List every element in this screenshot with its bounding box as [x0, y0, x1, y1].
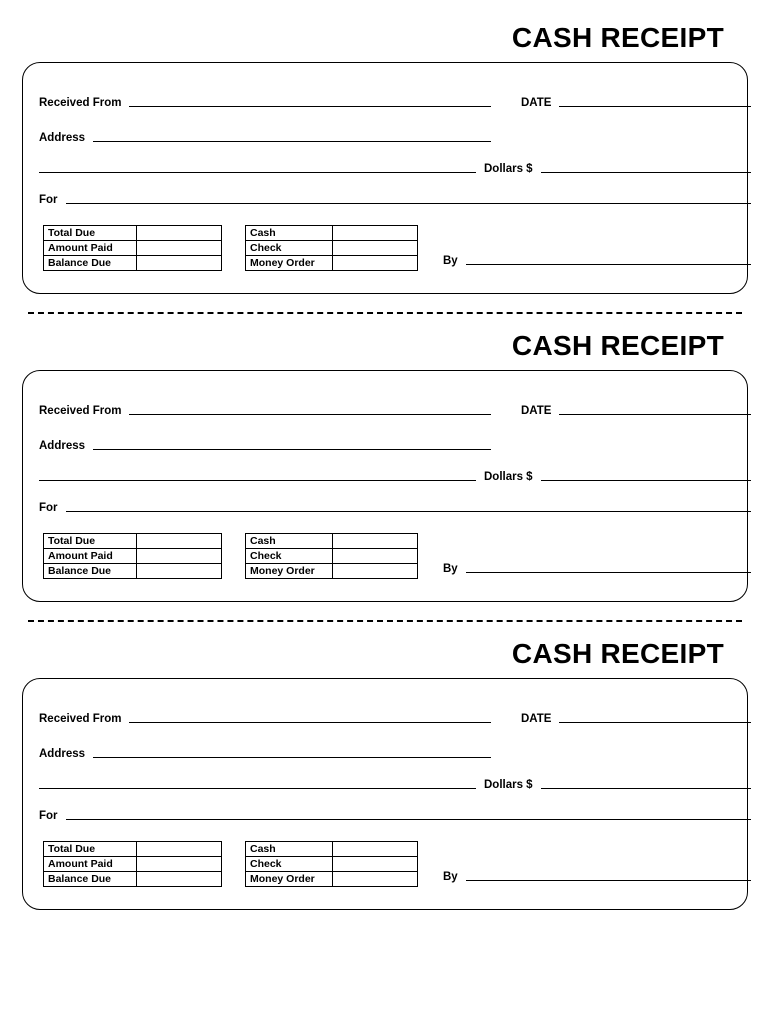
received-from-row [39, 713, 491, 725]
for-label: For [39, 194, 58, 206]
date-input[interactable] [559, 105, 751, 107]
received-from-label: Received From [39, 97, 122, 109]
received-from-label: Received From [39, 405, 122, 417]
table-row [246, 872, 418, 887]
balance-due-value[interactable] [137, 256, 222, 271]
address-label: Address [39, 440, 86, 452]
balance-due-label: Balance Due [44, 564, 137, 579]
dollars-row [39, 471, 751, 483]
address-label: Address [39, 748, 86, 760]
for-input[interactable] [66, 202, 751, 204]
money-order-label: Money Order [246, 872, 333, 887]
cash-label: Cash [246, 842, 333, 857]
page-title: CASH RECEIPT [511, 330, 724, 361]
by-label: By [443, 255, 458, 267]
address-row [39, 748, 491, 760]
money-order-value[interactable] [333, 256, 418, 271]
table-row [246, 842, 418, 857]
table-row [44, 842, 222, 857]
received-from-row [39, 405, 491, 417]
total-due-label: Total Due [44, 226, 137, 241]
amount-paid-label: Amount Paid [44, 549, 137, 564]
cash-receipt-2 [22, 330, 748, 602]
received-from-input[interactable] [129, 105, 491, 107]
cash-receipt-3 [22, 638, 748, 910]
money-order-value[interactable] [333, 564, 418, 579]
table-row [44, 564, 222, 579]
address-input[interactable] [93, 756, 491, 758]
money-order-value[interactable] [333, 872, 418, 887]
dollars-row [39, 779, 751, 791]
total-due-label: Total Due [44, 842, 137, 857]
dollars-label: Dollars $ [484, 779, 533, 791]
dollars-label: Dollars $ [484, 163, 533, 175]
by-row [443, 563, 751, 575]
page-title: CASH RECEIPT [511, 22, 724, 53]
check-value[interactable] [333, 241, 418, 256]
by-input[interactable] [466, 571, 751, 573]
date-label: DATE [521, 713, 552, 725]
payment-method-table [245, 225, 418, 271]
address-input[interactable] [93, 448, 491, 450]
table-row [44, 241, 222, 256]
date-row [521, 405, 751, 417]
total-due-value[interactable] [137, 226, 222, 241]
check-value[interactable] [333, 857, 418, 872]
receipt-card [22, 370, 748, 602]
received-from-row [39, 97, 491, 109]
received-from-input[interactable] [129, 413, 491, 415]
check-label: Check [246, 241, 333, 256]
dollars-input[interactable] [541, 787, 751, 789]
total-due-value[interactable] [137, 534, 222, 549]
check-label: Check [246, 857, 333, 872]
money-order-label: Money Order [246, 256, 333, 271]
by-label: By [443, 871, 458, 883]
cash-value[interactable] [333, 226, 418, 241]
date-input[interactable] [559, 721, 751, 723]
for-label: For [39, 502, 58, 514]
address-input[interactable] [93, 140, 491, 142]
table-row [246, 564, 418, 579]
top-spacer [22, 0, 748, 22]
address-row [39, 440, 491, 452]
check-value[interactable] [333, 549, 418, 564]
for-input[interactable] [66, 818, 751, 820]
tear-line-1 [28, 312, 742, 314]
table-row [44, 226, 222, 241]
balance-due-label: Balance Due [44, 872, 137, 887]
receipt-card [22, 62, 748, 294]
cash-value[interactable] [333, 534, 418, 549]
cash-label: Cash [246, 534, 333, 549]
table-row [246, 241, 418, 256]
balance-due-label: Balance Due [44, 256, 137, 271]
for-row [39, 502, 751, 514]
address-line2-input[interactable] [39, 171, 476, 173]
cash-value[interactable] [333, 842, 418, 857]
date-label: DATE [521, 97, 552, 109]
received-from-input[interactable] [129, 721, 491, 723]
table-row [246, 857, 418, 872]
for-label: For [39, 810, 58, 822]
dollars-row [39, 163, 751, 175]
address-label: Address [39, 132, 86, 144]
table-row [246, 226, 418, 241]
table-row [246, 256, 418, 271]
total-due-label: Total Due [44, 534, 137, 549]
page-title: CASH RECEIPT [511, 638, 724, 669]
date-row [521, 713, 751, 725]
amount-paid-value[interactable] [137, 549, 222, 564]
amount-paid-value[interactable] [137, 857, 222, 872]
table-row [44, 256, 222, 271]
total-due-value[interactable] [137, 842, 222, 857]
table-row [44, 534, 222, 549]
address-line2-input[interactable] [39, 479, 476, 481]
payment-method-table [245, 841, 418, 887]
for-input[interactable] [66, 510, 751, 512]
table-row [246, 549, 418, 564]
tear-line-2 [28, 620, 742, 622]
date-input[interactable] [559, 413, 751, 415]
by-input[interactable] [466, 263, 751, 265]
money-order-label: Money Order [246, 564, 333, 579]
dollars-input[interactable] [541, 171, 751, 173]
balance-due-value[interactable] [137, 564, 222, 579]
date-label: DATE [521, 405, 552, 417]
date-row [521, 97, 751, 109]
table-row [246, 534, 418, 549]
check-label: Check [246, 549, 333, 564]
by-label: By [443, 563, 458, 575]
by-row [443, 255, 751, 267]
by-input[interactable] [466, 879, 751, 881]
amounts-table [43, 533, 222, 579]
dollars-label: Dollars $ [484, 471, 533, 483]
amount-paid-label: Amount Paid [44, 857, 137, 872]
for-row [39, 194, 751, 206]
amounts-table [43, 841, 222, 887]
for-row [39, 810, 751, 822]
table-row [44, 549, 222, 564]
address-line2-input[interactable] [39, 787, 476, 789]
cash-receipt-1 [22, 22, 748, 294]
payment-method-table [245, 533, 418, 579]
cash-label: Cash [246, 226, 333, 241]
table-row [44, 857, 222, 872]
dollars-input[interactable] [541, 479, 751, 481]
receipt-card [22, 678, 748, 910]
by-row [443, 871, 751, 883]
amounts-table [43, 225, 222, 271]
table-row [44, 872, 222, 887]
received-from-label: Received From [39, 713, 122, 725]
address-row [39, 132, 491, 144]
amount-paid-label: Amount Paid [44, 241, 137, 256]
balance-due-value[interactable] [137, 872, 222, 887]
amount-paid-value[interactable] [137, 241, 222, 256]
